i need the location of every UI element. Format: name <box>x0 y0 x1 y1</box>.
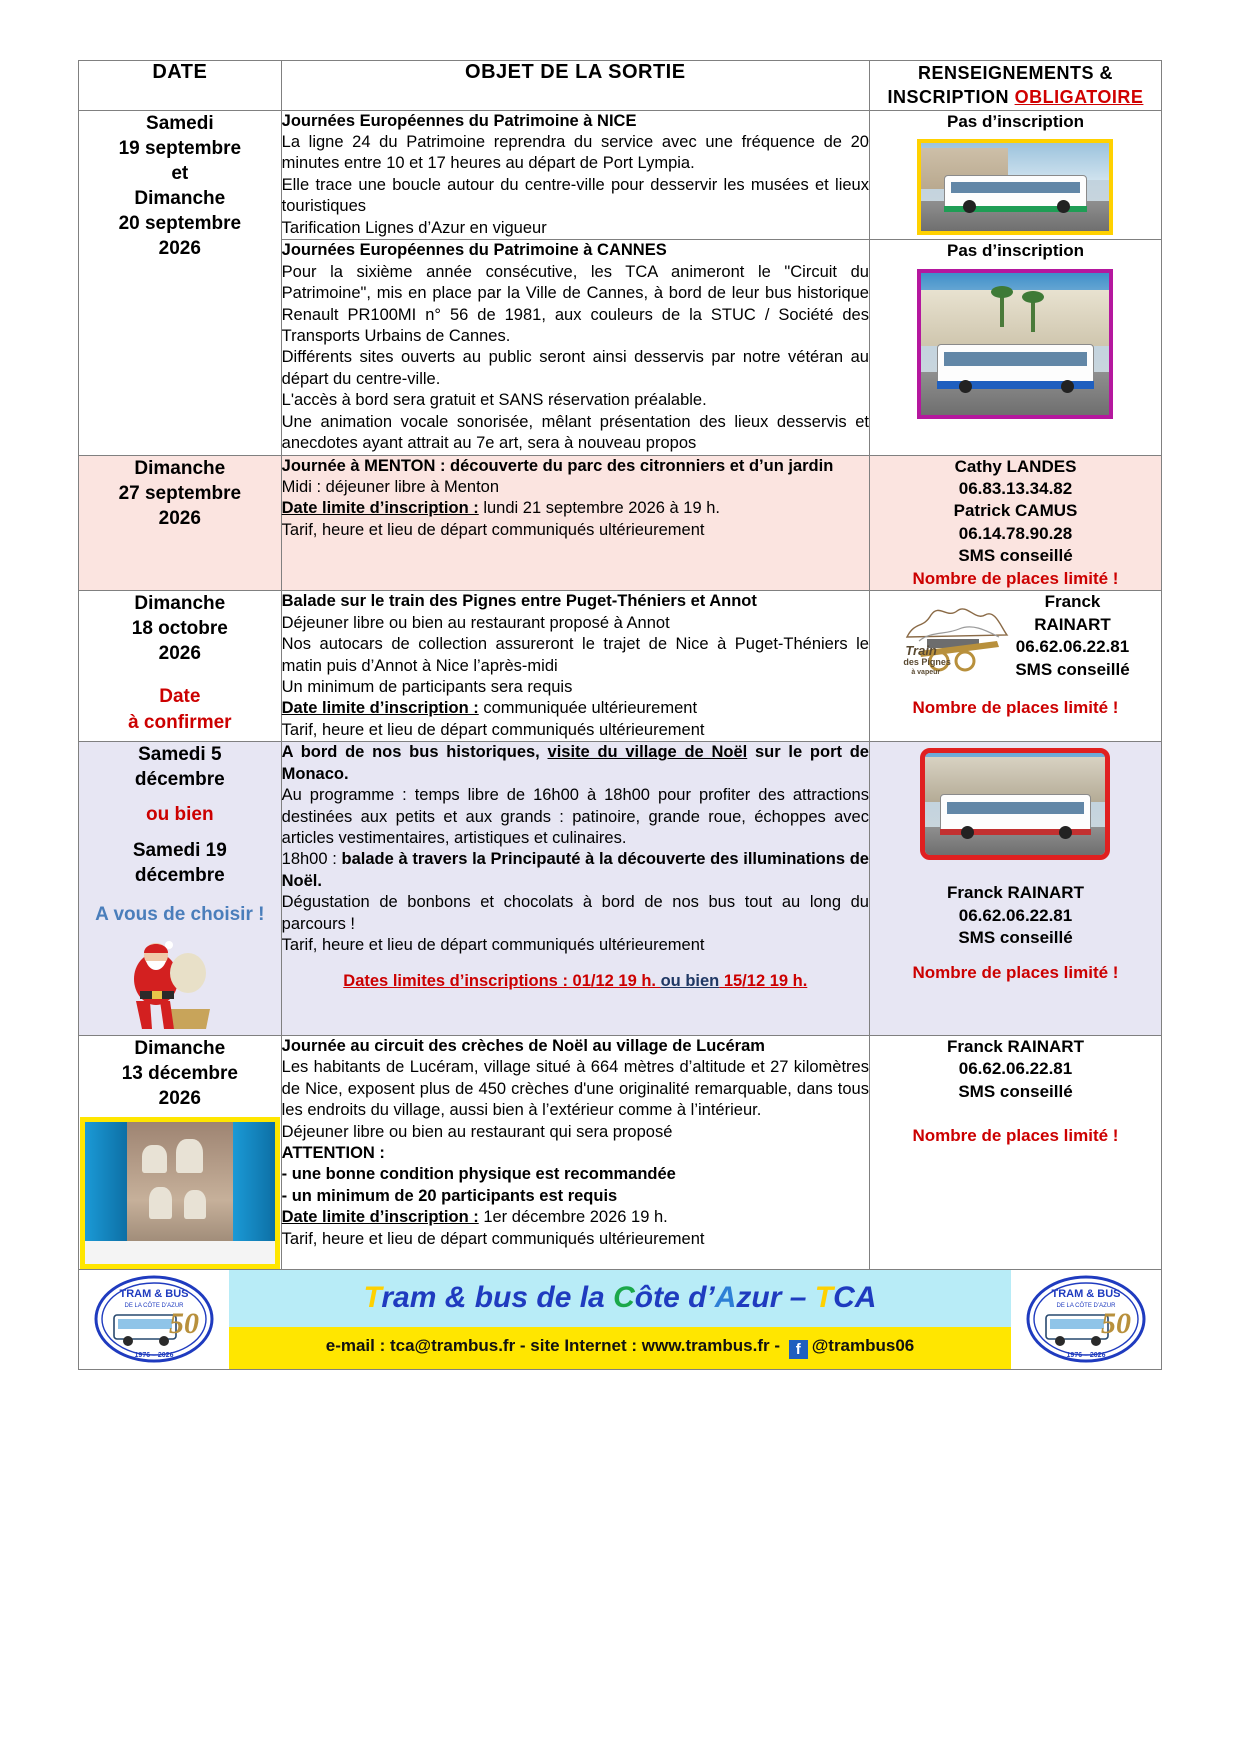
date-line: Dimanche <box>134 1037 226 1059</box>
date-cell-october <box>79 591 282 742</box>
deadlines-or: ou bien <box>660 971 720 990</box>
object-line: Nos autocars de collection assureront le trajet de Nice à Puget-Théniers le matin puis d’Annot à Nice l’après-midi <box>281 635 869 675</box>
tram-bus-badge-icon <box>1024 1275 1148 1363</box>
date-choice-note: A vous de choisir ! <box>95 903 265 925</box>
object-line: Un minimum de participants sera requis <box>281 677 573 696</box>
attention-item: - une bonne condition physique est recommandée <box>281 1165 676 1184</box>
svg-text:TRAM & BUS: TRAM & BUS <box>119 1288 189 1301</box>
footer-contact-band <box>229 1327 1011 1369</box>
footer-title: Tram & bus de la Côte d’Azur – TCA <box>363 1281 877 1315</box>
tram-bus-badge-icon <box>92 1275 216 1363</box>
object-tail: Tarif, heure et lieu de départ communiqués ultérieurement <box>281 520 705 539</box>
info-no-registration: Pas d’inscription <box>947 111 1084 131</box>
deadlines-red: Dates limites d’inscriptions : 01/12 19 h. <box>343 971 661 990</box>
attention-label: ATTENTION : <box>281 1143 385 1162</box>
date-line: Dimanche <box>134 593 226 615</box>
places-limit-note: Nombre de places limité ! <box>912 1126 1119 1146</box>
object-line: Dégustation de bonbons et chocolats à bord de nos bus tout au long du parcours ! <box>281 893 869 933</box>
logo-text-line2: des Pignes <box>903 657 951 668</box>
date-line: 2026 <box>158 507 201 529</box>
object-line: Les habitants de Lucéram, village situé à 664 mètres d’altitude et 27 kilomètres de Nice, exposent plus de 450 crèches d'une originalité remarquable, dans tous les endroits du village, aussi bien à l’extérieur comme à l’intérieur. <box>281 1058 869 1120</box>
deadlines-red-second: 15/12 19 h. <box>719 971 808 990</box>
header-info <box>869 61 1161 111</box>
santa-claus-image <box>126 935 234 1031</box>
object-line: Tarification Lignes d’Azur en vigueur <box>281 218 547 237</box>
contact-phone: 06.83.13.34.82 <box>958 479 1073 499</box>
svg-text:DE LA CÔTE D’AZUR: DE LA CÔTE D’AZUR <box>1056 1303 1116 1310</box>
date-warning: Date <box>159 686 201 708</box>
date-cell-menton <box>79 455 282 591</box>
contact-name: Franck <box>1044 592 1101 612</box>
table-header-row <box>79 61 1162 111</box>
object-tail: Tarif, heure et lieu de départ communiqués ultérieurement <box>281 1229 705 1248</box>
attention-item: - un minimum de 20 participants est requis <box>281 1186 618 1205</box>
date-cell-december-luceram <box>79 1035 282 1269</box>
date-line: 19 septembre <box>118 137 242 159</box>
time-prefix: 18h00 : <box>281 850 342 869</box>
object-cell-monaco <box>281 742 869 1035</box>
object-line: Différents sites ouverts au public seront ainsi desservis par notre vétéran au départ du centre-ville. <box>281 348 869 388</box>
date-line: Dimanche <box>134 187 226 209</box>
object-line: La ligne 24 du Patrimoine reprendra du service avec une fréquence de 20 minutes entre 10 et 17 heures au départ de Port Lympia. <box>281 133 869 173</box>
bus-cannes-photo <box>917 269 1113 419</box>
object-line: L'accès à bord sera gratuit et SANS réservation préalable. <box>281 391 707 410</box>
contact-name: Franck RAINART <box>947 883 1084 903</box>
svg-text:1976 – 2026: 1976 – 2026 <box>1066 1352 1106 1360</box>
deadline-value: 1er décembre 2026 19 h. <box>478 1208 668 1227</box>
contact-name: Patrick CAMUS <box>953 501 1078 521</box>
deadline-value: lundi 21 septembre 2026 à 19 h. <box>478 499 721 518</box>
footer-bands <box>229 1270 1011 1369</box>
object-line: Au programme : temps libre de 16h00 à 18h00 pour profiter des attractions destinées aux petits et aux grands : patinoire, grande roue, échoppes avec articles vestimentaires, artistiques et culinaires. <box>281 786 869 848</box>
date-line: Samedi 19 <box>132 839 227 861</box>
object-cell-luceram <box>281 1035 869 1269</box>
object-line-1800 <box>282 849 869 892</box>
footer-contact-text <box>326 1336 915 1359</box>
date-line: et <box>171 162 189 184</box>
svg-text:50: 50 <box>169 1307 199 1341</box>
date-warning: à confirmer <box>128 711 232 733</box>
deadlines-line <box>282 971 869 992</box>
footer-email-site[interactable]: e-mail : tca@trambus.fr - site Internet : www.trambus.fr - <box>325 1336 785 1356</box>
object-title-plain: A bord de nos bus historiques, <box>281 743 548 762</box>
places-limit-note: Nombre de places limité ! <box>912 568 1119 588</box>
date-line: 13 décembre <box>121 1062 238 1084</box>
sms-note: SMS conseillé <box>1015 659 1130 679</box>
object-line: Déjeuner libre ou bien au restaurant qui sera proposé <box>281 1122 673 1141</box>
object-title-tail: sur le port de Monaco. <box>281 743 869 783</box>
object-title: Balade sur le train des Pignes entre Puget-Théniers et Annot <box>281 592 757 611</box>
date-line: 2026 <box>158 237 201 259</box>
object-cell-menton <box>281 455 869 591</box>
deadline-line <box>282 698 869 719</box>
object-cell-nice <box>281 110 869 240</box>
object-title: Journées Européennes du Patrimoine à NICE <box>281 111 637 130</box>
logo-text-line1: Train <box>905 642 937 658</box>
deadline-label: Date limite d’inscription : <box>281 699 479 718</box>
places-limit-note: Nombre de places limité ! <box>912 697 1119 717</box>
object-tail: Tarif, heure et lieu de départ communiqués ultérieurement <box>281 720 705 739</box>
logo-text-line3: à vapeur <box>911 668 941 676</box>
deadline-label: Date limite d’inscription : <box>281 499 479 518</box>
object-cell-train-pignes <box>281 591 869 742</box>
sms-note: SMS conseillé <box>958 928 1073 948</box>
date-line: 18 octobre <box>131 618 228 640</box>
contact-phone: 06.62.06.22.81 <box>958 1059 1073 1079</box>
object-cell-cannes <box>281 240 869 455</box>
info-cell-nice <box>869 110 1161 240</box>
table-row-menton <box>79 455 1162 591</box>
date-line: 27 septembre <box>118 482 242 504</box>
tca-logo-right <box>1011 1270 1161 1369</box>
date-cell-december-monaco <box>79 742 282 1035</box>
sms-note: SMS conseillé <box>958 546 1073 566</box>
places-limit-note: Nombre de places limité ! <box>912 962 1119 982</box>
deadline-line <box>282 1207 869 1228</box>
header-info-line1: RENSEIGNEMENTS & <box>917 63 1113 83</box>
footer-title-band <box>229 1270 1011 1327</box>
svg-text:TRAM & BUS: TRAM & BUS <box>1051 1288 1121 1301</box>
facebook-icon[interactable]: f <box>789 1340 808 1359</box>
creche-luceram-photo <box>80 1117 280 1269</box>
object-title <box>282 742 869 785</box>
obligatoire-emphasis: OBLIGATOIRE <box>1014 87 1144 108</box>
info-cell-menton <box>869 455 1161 591</box>
table-row-train-pignes <box>79 591 1162 742</box>
bus-monaco-photo <box>920 748 1110 860</box>
date-line: Samedi <box>146 112 214 134</box>
date-line: 2026 <box>158 1087 201 1109</box>
schedule-table <box>78 60 1162 1270</box>
object-line: Midi : déjeuner libre à Menton <box>281 478 500 497</box>
page-footer <box>78 1270 1162 1370</box>
date-line: 2026 <box>158 643 201 665</box>
contact-phone: 06.62.06.22.81 <box>1015 637 1130 657</box>
date-line: Dimanche <box>134 457 226 479</box>
header-info-line2: INSCRIPTION OBLIGATOIRE <box>887 87 1144 108</box>
deadline-value: communiquée ultérieurement <box>478 699 698 718</box>
object-line: Une animation vocale sonorisée, mêlant présentation des lieux desservis et anecdotes ayant attrait au 7e art, sera à nouveau propos <box>281 412 869 453</box>
object-title: Journée à MENTON : découverte du parc des citronniers et d’un jardin <box>281 456 834 475</box>
table-row-luceram <box>79 1035 1162 1269</box>
deadline-line <box>282 498 869 519</box>
contact-phone: 06.14.78.90.28 <box>958 523 1073 543</box>
contact-surname: RAINART <box>1034 614 1111 634</box>
info-cell-train-pignes <box>869 591 1161 742</box>
tca-logo-left <box>79 1270 229 1369</box>
header-object: OBJET DE LA SORTIE <box>281 61 869 111</box>
object-tail: Tarif, heure et lieu de départ communiqués ultérieurement <box>281 936 705 955</box>
svg-text:50: 50 <box>1101 1307 1131 1341</box>
header-date: DATE <box>79 61 282 111</box>
deadline-label: Date limite d’inscription : <box>281 1208 479 1227</box>
info-cell-monaco <box>869 742 1161 1035</box>
info-cell-luceram <box>869 1035 1161 1269</box>
bus-nice-photo <box>917 139 1113 235</box>
object-line: Elle trace une boucle autour du centre-ville pour desservir les musées et lieux touristiques <box>281 175 869 216</box>
date-or-option: ou bien <box>146 804 214 826</box>
svg-text:DE LA CÔTE D’AZUR: DE LA CÔTE D’AZUR <box>124 1303 184 1310</box>
table-row-patrimoine-nice <box>79 110 1162 240</box>
object-line: Pour la sixième année consécutive, les TCA animeront le "Circuit du Patrimoine", mis en place par la Ville de Cannes, à bord de leur bus historique Renault PR100MI n° 56 de 1981, aux couleurs de la STUC / Société des Transports Urbains de Cannes. <box>281 262 869 345</box>
info-cell-cannes <box>869 240 1161 455</box>
svg-text:1976 – 2026: 1976 – 2026 <box>134 1352 174 1360</box>
object-title: Journées Européennes du Patrimoine à CANNES <box>281 241 667 260</box>
date-line: décembre <box>134 864 225 886</box>
contact-name: Franck RAINART <box>947 1036 1084 1056</box>
time-description: balade à travers la Principauté à la découverte des illuminations de Noël. <box>281 850 869 890</box>
date-cell-september <box>79 110 282 455</box>
object-title-underline: visite du village de Noël <box>547 743 748 762</box>
date-line: Samedi 5 <box>138 744 222 766</box>
info-no-registration: Pas d’inscription <box>947 241 1084 261</box>
contact-phone: 06.62.06.22.81 <box>958 905 1073 925</box>
date-line: 20 septembre <box>118 212 242 234</box>
table-row-monaco <box>79 742 1162 1035</box>
contact-name: Cathy LANDES <box>954 456 1077 476</box>
train-des-pignes-logo <box>901 597 1011 675</box>
footer-handle[interactable]: @trambus06 <box>811 1336 915 1356</box>
sms-note: SMS conseillé <box>958 1081 1073 1101</box>
object-line: Déjeuner libre ou bien au restaurant proposé à Annot <box>281 613 670 632</box>
date-line: décembre <box>134 769 225 791</box>
object-title: Journée au circuit des crèches de Noël au village de Lucéram <box>281 1036 765 1055</box>
